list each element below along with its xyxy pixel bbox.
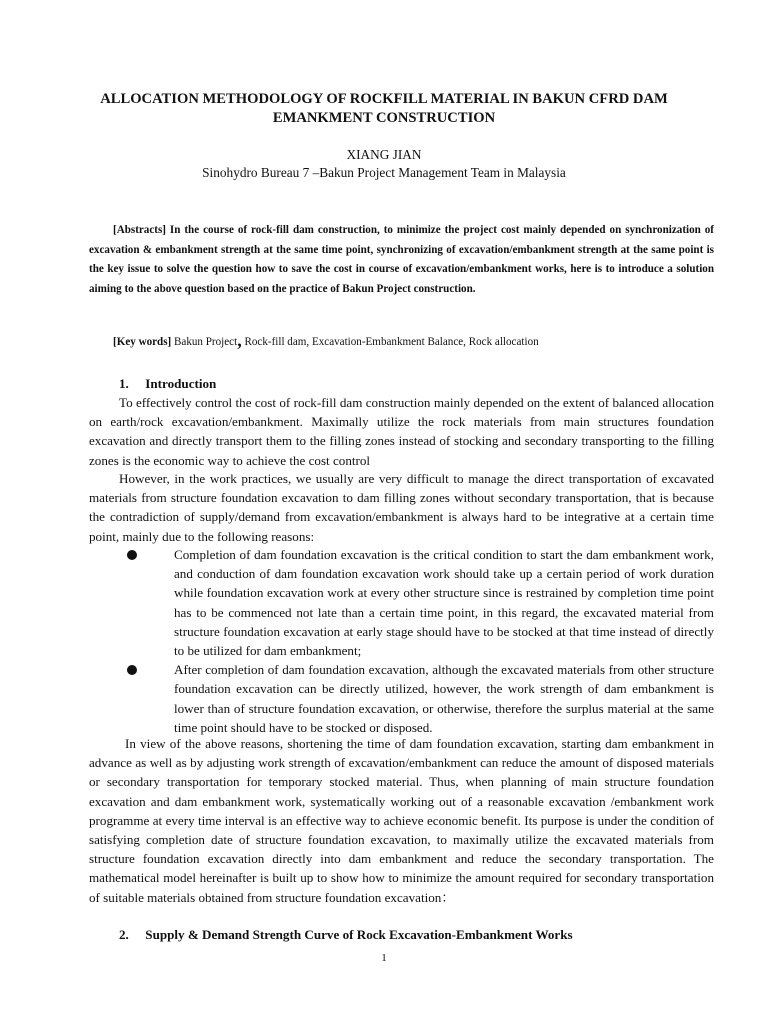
author-name: XIANG JIAN <box>346 147 422 162</box>
list-item <box>89 660 714 737</box>
intro-paragraph-2: However, in the work practices, we usually are very difficult to manage the direct transportation of excavated materials from structure foundation excavation to dam filling zones without secondary transportation, that is because the contradiction of supply/demand from excavation/embankment is always hard to be integrative at a certain time point, mainly due to the following reasons: <box>89 471 714 544</box>
list-item <box>89 545 714 660</box>
keywords-rest: Rock-fill dam, Excavation-Embankment Balance, Rock allocation <box>244 336 539 348</box>
bullet-icon <box>127 665 137 675</box>
section-2-heading <box>119 926 573 944</box>
section-2-title: Supply & Demand Strength Curve of Rock Excavation-Embankment Works <box>145 927 573 942</box>
author-affiliation: Sinohydro Bureau 7 –Bakun Project Management Team in Malaysia <box>202 165 566 180</box>
bullet-icon <box>127 550 137 560</box>
list-item-text: Completion of dam foundation excavation is the critical condition to start the dam embankment work, and conduction of dam foundation excavation work should take up a certain period of work duration while foundation excavation work at every other structure since is restrained by completion time point has to be commenced not late than a certain time point, in this regard, the excavated material from structure foundation excavation at early stage should have to be stocked at that time instead of directly to be utilized for dam embankment; <box>174 547 714 659</box>
keyword-first: Bakun Project <box>174 336 238 348</box>
list-item-text: After completion of dam foundation excavation, although the excavated materials from other structure foundation excavation can be directly utilized, however, the work strength of dam embankment is lower than of structure foundation excavation, or otherwise, therefore the surplus material at the same time point should have to be stocked or disposed. <box>174 662 714 735</box>
section-1-number: 1. <box>119 376 129 391</box>
intro-paragraph-1: To effectively control the cost of rock-fill dam construction mainly depended on the extent of balanced allocation on earth/rock excavation/embankment. Maximally utilize the rock materials from main structures foundation excavation and directly transport them to the filling zones instead of stocking and secondary transporting to the filling zones is the economic way to achieve the cost control <box>89 395 714 468</box>
abstract-paragraph: [Abstracts] In the course of rock-fill dam construction, to minimize the project cost mainly depended on synchronization of excavation & embankment strength at the same time point, synchronizing of excavation/embankment strength at the same point is the key issue to solve the question how to save the cost in course of excavation/embankment works, here is to introduce a solution aiming to the above question based on the practice of Bakun Project construction. <box>89 224 714 295</box>
title-line-1: ALLOCATION METHODOLOGY OF ROCKFILL MATERIAL IN BAKUN CFRD DAM <box>100 91 668 107</box>
paper-title <box>60 90 708 128</box>
keyword-separator: , <box>237 330 242 350</box>
keywords-label: [Key words] <box>113 336 172 348</box>
section-1-heading <box>119 375 216 393</box>
intro-paragraph-3: In view of the above reasons, shortening the time of dam foundation excavation, starting dam embankment in advance as well as by adjusting work strength of excavation/embankment can reduce the amount of disposed materials or secondary transportation for temporary stocked material. Thus, when planning of main structure foundation excavation and dam embankment work, systematically working out of a reasonable excavation /embankment work programme at every time interval is an effective way to achieve economic benefit. Its purpose is under the condition of satisfying completion date of structure foundation excavation, to maximally utilize the excavated materials from structure foundation excavation directly into dam embankment and reduce the secondary transportation. The mathematical model hereinafter is built up to show how to minimize the amount required for secondary transportation of suitable materials obtained from structure foundation excavation： <box>89 736 714 905</box>
keywords-line <box>113 331 539 350</box>
title-line-2: EMANKMENT CONSTRUCTION <box>272 110 496 126</box>
section-2-number: 2. <box>119 927 129 942</box>
page-number: 1 <box>381 952 387 964</box>
section-1-title: Introduction <box>145 376 217 391</box>
reasons-list <box>89 545 714 737</box>
